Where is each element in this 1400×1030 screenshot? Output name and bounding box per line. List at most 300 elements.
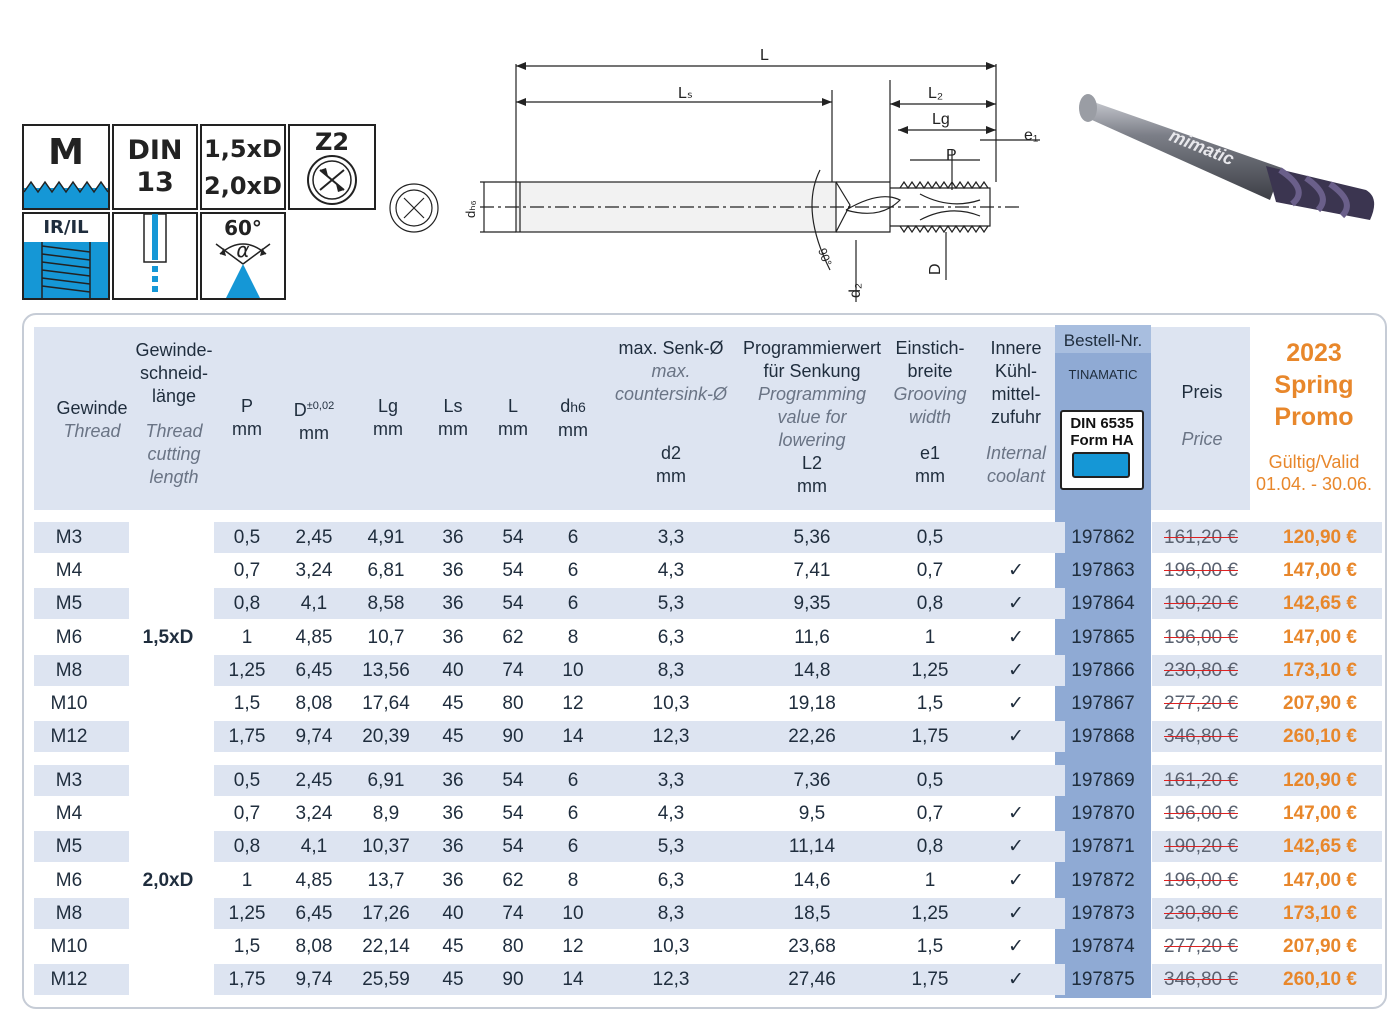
technical-drawing [380,40,1060,310]
cell-d: 3,24 [295,803,333,825]
dim-L2: L₂ [928,85,944,102]
col-head-dh6 [542,395,604,442]
cell-dh6: 6 [567,527,579,548]
cell-l: 80 [502,936,524,957]
head-thread: Thread [63,421,121,441]
head-dh6-unit: mm [558,420,588,440]
cell-d2: 5,3 [657,836,685,858]
tap-photo-illustration [1070,70,1390,260]
old-price: 230,80 € [1164,659,1238,681]
cell-lg: 8,58 [367,593,405,615]
head-lg-unit: mm [373,419,403,439]
cell-l: 54 [502,836,524,858]
cell-d: 2,45 [295,527,333,548]
cell-ls: 36 [442,803,464,825]
thread-size-cell [34,931,129,962]
thread-size: M12 [50,726,88,748]
order-number: 197871 [1071,836,1135,858]
col-head-price [1154,381,1250,451]
head-ls: Ls [443,396,463,416]
cell-l2: 7,36 [793,770,831,791]
head-kuehl-3: mittel- [991,384,1041,404]
promo-word: Promo [1274,403,1354,431]
col-head-l [482,395,544,441]
promo-price: 147,00 € [1283,626,1357,648]
cell-dh6: 10 [562,659,584,681]
cell-l2: 14,8 [793,659,831,681]
old-price: 161,20 € [1164,527,1238,548]
coating-label: TINAMATIC [1068,367,1138,382]
old-price: 346,80 € [1164,969,1238,991]
thread-size-cell [34,964,129,995]
cell-ic [976,765,1056,796]
head-p-unit: mm [232,419,262,439]
cell-e1: 1,75 [911,969,949,991]
cell-e1: 0,7 [916,803,944,825]
cell-l2: 14,6 [793,869,831,891]
cell-l: 62 [502,626,524,648]
thread-size-cell [34,688,129,719]
dim-Ls: Lₛ [678,85,693,102]
spring-promo-header [1249,337,1379,495]
dim-angle: 90° [815,246,835,269]
thread-size: M4 [55,803,83,825]
promo-price: 120,90 € [1283,527,1357,548]
cell-dh6: 12 [562,693,584,714]
table-row [34,765,1161,796]
head-tcl-1: Thread [145,421,203,441]
price-cell [1152,831,1382,862]
promo-price: 142,65 € [1283,836,1357,858]
order-number: 197865 [1071,626,1135,648]
tool-icon-grid [22,124,378,302]
head-schneid-2: schneid- [139,363,209,383]
old-price: 196,00 € [1164,626,1238,648]
order-number: 197862 [1071,527,1135,548]
cell-dh6: 10 [562,902,584,924]
head-price: Price [1181,429,1223,449]
din-shank-badge [1060,410,1144,490]
coolant-label: IR/IL [24,214,108,244]
cell-ls: 45 [442,969,464,991]
cell-e1: 1,75 [911,726,949,748]
cell-d2: 3,3 [657,527,685,548]
alpha-label: α [236,238,250,262]
cell-l: 90 [502,726,524,748]
table-row [34,655,1161,686]
cutting-length-label: 2,0xD [142,869,194,891]
head-ein-sym: e1 [919,443,941,463]
head-d-unit: mm [299,423,329,443]
promo-price: 173,10 € [1283,902,1357,924]
price-cell [1152,622,1382,653]
head-schneid-3: länge [151,386,197,406]
promo-price: 207,90 € [1283,936,1357,957]
col-head-d [280,395,348,445]
cell-dh6: 6 [567,593,579,615]
cell-d: 8,08 [295,693,333,714]
promo-year: 2023 [1286,339,1342,367]
head-dh6-sub: h6 [570,399,586,415]
cell-ic: ✓ [1008,693,1024,714]
order-number: 197868 [1071,726,1135,748]
price-cell [1152,522,1382,553]
dim-D: D [927,263,944,275]
promo-price: 147,00 € [1283,803,1357,825]
promo-valid-dates: 01.04. - 30.06. [1255,474,1373,494]
head-gewinde: Gewinde [56,398,128,418]
cell-p: 1,75 [228,726,266,748]
cell-p: 0,5 [233,770,261,791]
head-l: L [507,396,518,416]
head-schneid-1: Gewinde- [135,340,213,360]
product-table [22,313,1387,1009]
metric-thread-icon [22,124,110,210]
old-price: 277,20 € [1164,936,1238,957]
thread-size-cell [34,831,129,862]
cell-e1: 0,5 [916,527,944,548]
flute-count-icon [288,124,376,210]
cell-ls: 45 [442,726,464,748]
table-row [34,555,1161,586]
cell-l: 54 [502,803,524,825]
cell-d2: 10,3 [652,936,690,957]
coolant-channel-icon [112,212,198,300]
head-prog-4: value for [777,407,847,427]
cell-d2: 4,3 [657,803,685,825]
thread-size-cell [34,898,129,929]
cell-d2: 8,3 [657,902,685,924]
cell-e1: 1,25 [911,659,949,681]
cell-lg: 22,14 [362,936,410,957]
order-number: 197874 [1071,936,1135,957]
cell-lg: 6,81 [367,560,405,582]
cell-d2: 6,3 [657,869,685,891]
price-cell [1152,688,1382,719]
price-cell [1152,588,1382,619]
table-row [34,898,1161,929]
din-line2: 13 [136,167,174,198]
old-price: 277,20 € [1164,693,1238,714]
thread-size: M10 [50,936,88,957]
cell-l2: 9,5 [798,803,826,825]
cell-p: 1 [241,869,253,891]
cell-p: 1,25 [228,659,266,681]
cell-d: 2,45 [295,770,333,791]
cell-d2: 4,3 [657,560,685,582]
cell-ic: ✓ [1008,869,1024,891]
cell-l2: 27,46 [788,969,836,991]
head-kuehl-1: Innere [990,338,1042,358]
head-ein-1: Einstich- [895,338,965,358]
cell-p: 0,7 [233,803,261,825]
col-head-countersink [606,337,736,488]
head-lg: Lg [377,396,399,416]
cell-l2: 22,26 [788,726,836,748]
cell-ic: ✓ [1008,803,1024,825]
cell-ic: ✓ [1008,969,1024,991]
dim-dh6: dₕ₆ [463,200,478,218]
cell-l: 74 [502,659,524,681]
thread-size-cell [34,655,129,686]
old-price: 196,00 € [1164,869,1238,891]
cell-dh6: 6 [567,770,579,791]
cell-p: 0,5 [233,527,261,548]
cell-e1: 0,8 [916,593,944,615]
cell-lg: 4,91 [367,527,405,548]
order-number: 197864 [1071,593,1135,615]
threaded-hole-icon [24,242,108,300]
head-ein-4: width [908,407,952,427]
promo-price: 260,10 € [1283,969,1357,991]
promo-price: 147,00 € [1283,560,1357,582]
head-ein-3: Grooving [893,384,967,404]
cell-d2: 6,3 [657,626,685,648]
thread-size-cell [34,765,129,796]
dim-P: P [946,147,957,164]
order-number: 197872 [1071,869,1135,891]
coolant-channel-drawing [114,214,196,298]
table-row [34,931,1161,962]
promo-price: 147,00 € [1283,869,1357,891]
col-head-coolant [976,337,1056,488]
cell-l: 54 [502,770,524,791]
head-prog-5: lowering [778,430,846,450]
cell-ic: ✓ [1008,560,1024,582]
head-kuehl-2: Kühl- [994,361,1038,381]
head-preis: Preis [1181,382,1223,402]
col-head-cutting-length [124,339,224,489]
cell-dh6: 14 [562,969,584,991]
head-kuehl-6: coolant [986,466,1046,486]
internal-coolant-icon [22,212,110,300]
cell-l: 90 [502,969,524,991]
thread-size: M6 [55,869,83,891]
cell-p: 0,8 [233,836,261,858]
cell-d: 6,45 [295,659,333,681]
cell-l: 62 [502,869,524,891]
head-prog-sym: L2 [801,453,823,473]
cell-lg: 8,9 [372,803,400,825]
two-flute-cross-section-icon [290,154,374,210]
table-row [34,964,1161,995]
thread-profile-icon [24,178,108,208]
din-badge-line2: Form HA [1070,432,1134,449]
old-price: 190,20 € [1164,836,1238,858]
cell-e1: 1 [924,869,936,891]
product-photo [1070,70,1390,260]
head-tcl-3: length [149,467,199,487]
col-head-ls [422,395,484,441]
cell-p: 0,7 [233,560,261,582]
price-cell [1152,555,1382,586]
head-senk-2: max. [651,361,691,381]
thread-size: M8 [55,659,83,681]
din-standard-icon [112,124,198,210]
thread-size-cell [34,721,129,752]
brand-label: mimatic [1166,125,1238,170]
cell-d: 6,45 [295,902,333,924]
head-prog-2: für Senkung [763,361,861,381]
thread-size-cell [34,798,129,829]
old-price: 196,00 € [1164,560,1238,582]
col-head-programming [738,337,886,498]
thread-size: M6 [55,626,83,648]
order-number: 197870 [1071,803,1135,825]
cell-ls: 45 [442,693,464,714]
cell-e1: 1 [924,626,936,648]
cell-ic: ✓ [1008,902,1024,924]
cell-d: 4,1 [300,593,328,615]
head-d: D [293,400,307,420]
cell-l: 74 [502,902,524,924]
cell-dh6: 14 [562,726,584,748]
cell-dh6: 6 [567,836,579,858]
old-price: 230,80 € [1164,902,1238,924]
din-badge-line1: DIN 6535 [1070,415,1134,432]
thread-size-cell [34,588,129,619]
table-row [34,588,1161,619]
col-head-lg [354,395,422,441]
shank-shape-icon [1072,452,1130,478]
cell-p: 1,75 [228,969,266,991]
cell-l2: 5,36 [793,527,831,548]
cell-d: 4,1 [300,836,328,858]
thread-letter: M [48,132,84,173]
table-row [34,721,1161,752]
old-price: 196,00 € [1164,803,1238,825]
price-cell [1152,721,1382,752]
price-cell [1152,898,1382,929]
head-kuehl-4: zufuhr [990,407,1042,427]
cell-lg: 17,64 [362,693,410,714]
order-number: 197863 [1071,560,1135,582]
cell-ic: ✓ [1008,626,1024,648]
cell-ic: ✓ [1008,936,1024,957]
tool-dimension-drawing [380,40,1060,310]
cutting-length-label: 1,5xD [142,626,194,648]
price-cell [1152,964,1382,995]
thread-size: M5 [55,836,83,858]
col-head-grooving [890,337,970,488]
order-number: 197869 [1071,770,1135,791]
cell-l2: 11,14 [788,836,836,858]
cell-ic: ✓ [1008,659,1024,681]
cell-e1: 1,5 [916,693,944,714]
order-number: 197867 [1071,693,1135,714]
cell-d: 8,08 [295,936,333,957]
cell-d: 9,74 [295,726,333,748]
table-row [34,688,1161,719]
thread-size-cell [34,555,129,586]
ratio-line2: 2,0xD [204,172,282,200]
cell-ls: 36 [442,593,464,615]
cell-d2: 10,3 [652,693,690,714]
head-senk-1: max. Senk-Ø [618,338,724,358]
cell-d2: 5,3 [657,593,685,615]
cell-lg: 20,39 [362,726,410,748]
flutes-label: Z2 [314,128,350,156]
price-cell [1152,931,1382,962]
old-price: 161,20 € [1164,770,1238,791]
thread-size: M3 [55,527,83,548]
cell-d: 3,24 [295,560,333,582]
cell-d: 4,85 [295,869,333,891]
promo-price: 207,90 € [1283,693,1357,714]
price-cell [1152,655,1382,686]
cell-d2: 12,3 [652,969,690,991]
head-prog-1: Programmierwert [742,338,882,358]
price-cell [1152,765,1382,796]
cell-d: 4,85 [295,626,333,648]
head-ein-2: breite [907,361,953,381]
head-d-tol: ±0,02 [306,400,335,412]
cell-p: 1,5 [233,936,261,957]
cell-d2: 12,3 [652,726,690,748]
thread-size: M5 [55,593,83,615]
cell-lg: 25,59 [362,969,410,991]
angle-label: 60° [224,216,262,240]
cell-e1: 0,5 [916,770,944,791]
head-ls-unit: mm [438,419,468,439]
promo-season: Spring [1274,371,1354,399]
thread-size-cell [34,865,129,896]
cell-l2: 9,35 [793,593,831,615]
head-l-unit: mm [498,419,528,439]
cell-dh6: 6 [567,803,579,825]
thread-size: M10 [50,693,88,714]
dim-Lg: Lg [932,111,950,128]
cell-l2: 23,68 [788,936,836,957]
promo-price: 260,10 € [1283,726,1357,748]
cell-ls: 36 [442,527,464,548]
thread-size-cell [34,622,129,653]
dim-L: L [760,47,769,64]
cell-lg: 6,91 [367,770,405,791]
order-number: 197866 [1071,659,1135,681]
order-number: 197873 [1071,902,1135,924]
cell-lg: 10,37 [362,836,410,858]
cell-lg: 17,26 [362,902,410,924]
dim-d2: d₂ [847,282,864,298]
cell-l2: 7,41 [793,560,831,582]
thread-size: M4 [55,560,83,582]
ratio-line1: 1,5xD [204,135,282,163]
cell-ls: 36 [442,836,464,858]
col-head-order-number: Bestell-Nr. [1063,331,1143,350]
length-ratio-icon [200,124,286,210]
cell-d2: 8,3 [657,659,685,681]
cell-d2: 3,3 [657,770,685,791]
cell-dh6: 8 [567,869,579,891]
head-p: P [240,396,253,416]
cell-p: 1 [241,626,253,648]
cell-p: 1,25 [228,902,266,924]
cell-lg: 13,56 [362,659,410,681]
head-senk-sym: d2 [660,443,682,463]
cell-l2: 18,5 [793,902,831,924]
head-senk-3: countersink-Ø [614,384,728,404]
head-prog-unit: mm [797,476,827,496]
cell-ic: ✓ [1008,836,1024,858]
head-tcl-2: cutting [147,444,201,464]
thread-size-cell [34,522,129,553]
price-cell [1152,798,1382,829]
cell-e1: 0,8 [916,836,944,858]
cell-dh6: 12 [562,936,584,957]
promo-price: 120,90 € [1283,770,1357,791]
cell-l: 54 [502,527,524,548]
